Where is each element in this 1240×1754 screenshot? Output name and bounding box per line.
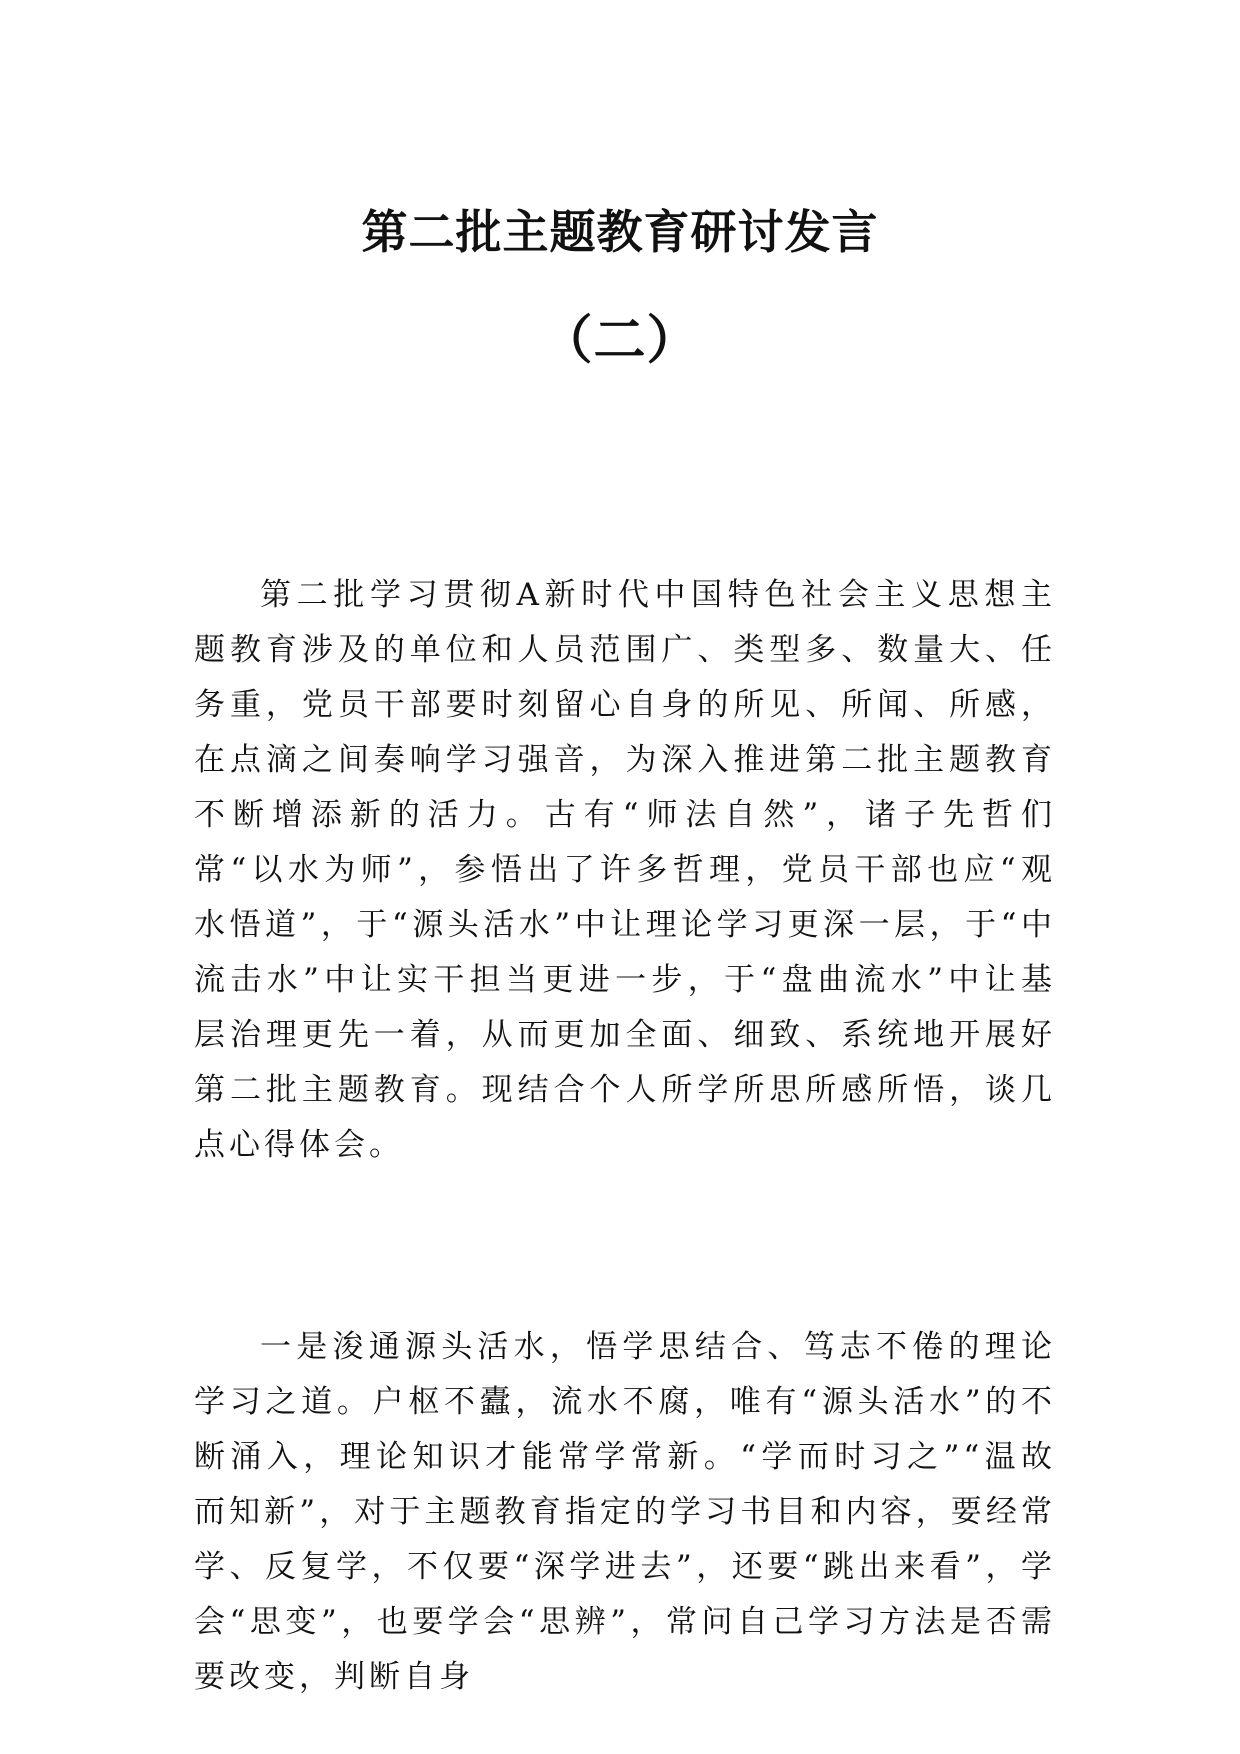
intro-paragraph: 第二批学习贯彻A新时代中国特色社会主义思想主题教育涉及的单位和人员范围广、类型多、数量大、任务重，党员干部要时刻留心自身的所见、所闻、所感，在点滴之间奏响学习强音，为深入推进第二批主题教育不断增添新的活力。古有“师法自然”，诸子先哲们常“以水为师”，参悟出了许多哲理，党员干部也应“观水悟道”，于“源头活水”中让理论学习更深一层，于“中流击水”中让实干担当更进一步，于“盘曲流水”中让基层治理更先一着，从而更加全面、细致、系统地开展好第二批主题教育。现结合个人所学所思所感所悟，谈几点心得体会。 [194,577,1056,1163]
document-title: 第二批主题教育研讨发言 [361,205,879,259]
body-paragraph: 一是浚通源头活水，悟学思结合、笃志不倦的理论学习之道。户枢不蠹，流水不腐，唯有“源头活水”的不断涌入，理论知识才能常学常新。“学而时习之”“温故而知新”，对于主题教育指定的学习书目和内容，要经常学、反复学，不仅要“深学进去”，还要“跳出来看”，学会“思变”，也要学会“思辨”，常问自己学习方法是否需要改变，判断自身 [194,1329,1056,1695]
document-subtitle: （二） [540,311,700,371]
